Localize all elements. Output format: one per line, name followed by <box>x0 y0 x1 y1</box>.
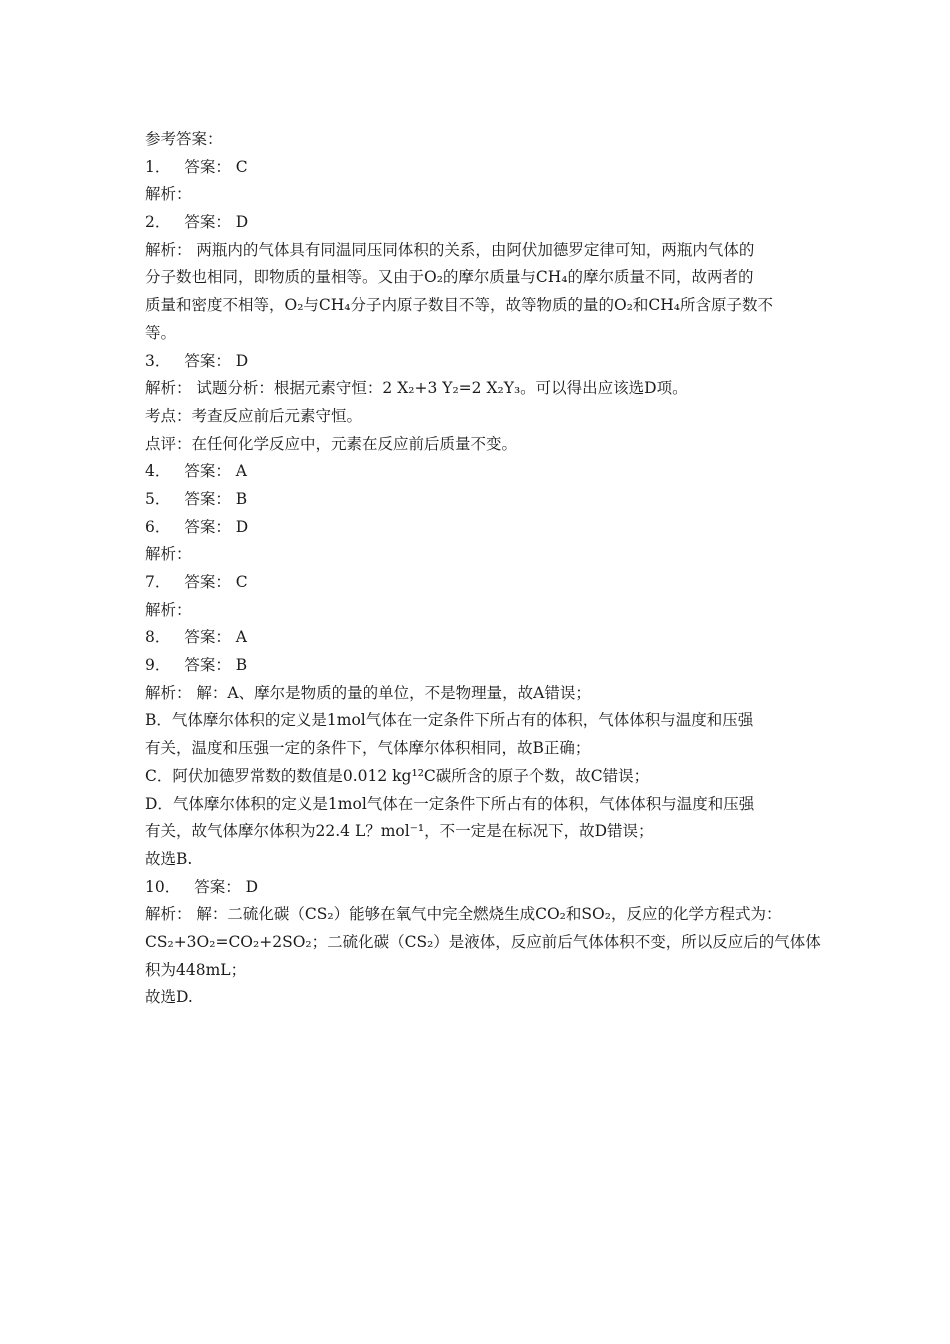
answer-text: 答案： C <box>184 157 248 176</box>
question-number: 2． <box>145 213 171 232</box>
answer-text: 答案： C <box>184 573 248 591</box>
question-number: 4． <box>145 462 171 481</box>
answer-text: 答案： D <box>184 213 249 232</box>
answer-text: 答案： A <box>184 462 247 481</box>
explanation-line: B．气体摩尔体积的定义是1mol气体在一定条件下所占有的体积，气体体积与温度和压强 <box>145 711 754 730</box>
answer-text: 答案： B <box>184 489 248 508</box>
explanation-line: CS₂+3O₂=CO₂+2SO₂；二硫化碳（CS₂）是液体，反应前后气体体积不变，所以反应后的气体体 <box>145 932 821 951</box>
explanation-line: 解析： <box>145 185 192 204</box>
explanation-line: 故选B. <box>145 849 193 868</box>
explanation-line: 解析： 解：二硫化碳（CS₂）能够在氧气中完全燃烧生成CO₂和SO₂，反应的化学方程式为： <box>145 905 782 924</box>
answer-item <box>145 514 825 542</box>
answer-text: 答案： B <box>184 656 248 675</box>
answer-item <box>145 874 825 902</box>
question-number: 9． <box>145 656 171 675</box>
answer-item <box>145 652 825 680</box>
explanation-line: 分子数也相同，即物质的量相等。又由于O₂的摩尔质量与CH₄的摩尔质量不同，故两者的 <box>145 268 754 287</box>
question-number: 10． <box>145 877 181 896</box>
answer-text: 答案： D <box>184 351 249 370</box>
question-number: 5． <box>145 489 171 508</box>
answer-item <box>145 154 825 182</box>
answer-text: 答案： D <box>194 877 259 896</box>
answer-item <box>145 209 825 237</box>
explanation-line: 故选D. <box>145 988 193 1007</box>
answer-key <box>145 126 825 1012</box>
explanation-line: 解析： 试题分析：根据元素守恒：2 X₂+3 Y₂=2 X₂Y₃。可以得出应该选D项。 <box>145 379 688 398</box>
page-title: 参考答案： <box>145 130 223 148</box>
explanation-line: 解析： <box>145 545 192 564</box>
answer-item <box>145 348 825 376</box>
answer-item <box>145 486 825 514</box>
answer-text: 答案： A <box>184 628 247 647</box>
question-number: 3． <box>145 351 171 370</box>
explanation-line: C．阿伏加德罗常数的数值是0.012 kg¹²C碳所含的原子个数，故C错误； <box>145 766 650 785</box>
question-number: 6． <box>145 517 171 536</box>
explanation-line: 有关，温度和压强一定的条件下，气体摩尔体积相同，故B正确； <box>145 739 591 758</box>
explanation-line: 积为448mL； <box>145 960 247 979</box>
explanation-line: 考点：考查反应前后元素守恒。 <box>145 406 363 425</box>
explanation-line: 解析： <box>145 600 192 619</box>
explanation-line: 有关，故气体摩尔体积为22.4 L？mol⁻¹，不一定是在标况下，故D错误； <box>145 822 654 841</box>
answer-text: 答案： D <box>184 517 249 536</box>
explanation-line: 等。 <box>145 323 177 342</box>
question-number: 1． <box>145 157 171 176</box>
answer-item <box>145 569 825 597</box>
question-number: 8． <box>145 628 171 647</box>
explanation-line: 点评：在任何化学反应中，元素在反应前后质量不变。 <box>145 434 518 453</box>
question-number: 7． <box>145 573 171 591</box>
explanation-line: 解析： 解：A、摩尔是物质的量的单位，不是物理量，故A错误； <box>145 683 591 702</box>
explanation-line: D．气体摩尔体积的定义是1mol气体在一定条件下所占有的体积，气体体积与温度和压强 <box>145 794 755 813</box>
explanation-line: 解析： 两瓶内的气体具有同温同压同体积的关系，由阿伏加德罗定律可知，两瓶内气体的 <box>145 240 755 259</box>
explanation-line: 质量和密度不相等，O₂与CH₄分子内原子数目不等，故等物质的量的O₂和CH₄所含原子数不 <box>145 296 774 315</box>
answer-item <box>145 458 825 486</box>
answer-item <box>145 624 825 652</box>
